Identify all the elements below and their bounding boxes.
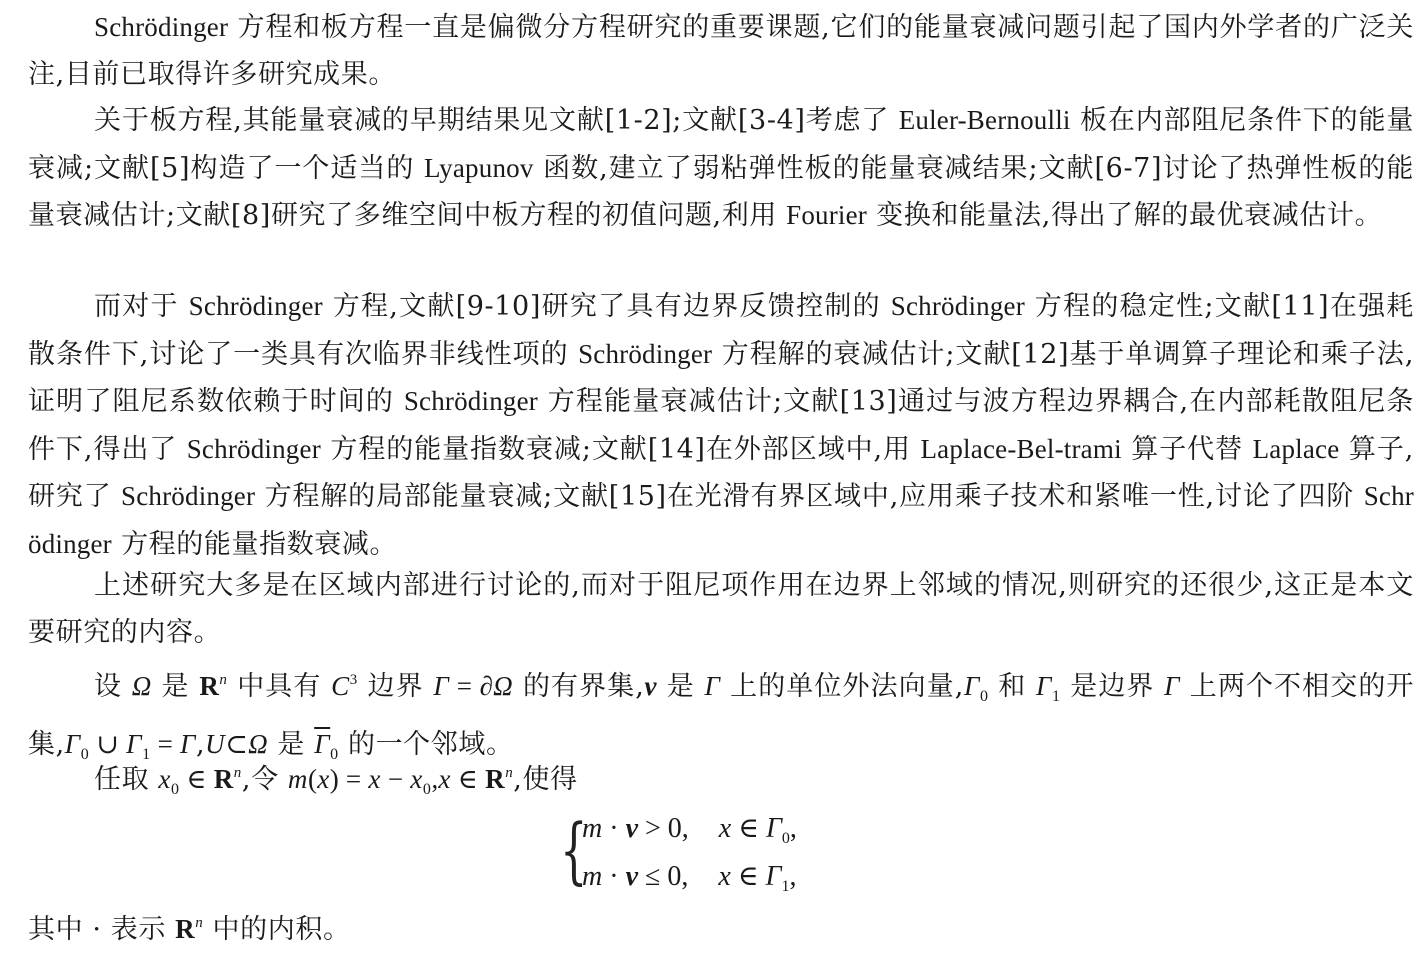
math-sub: 1 xyxy=(781,878,790,895)
math-R: R xyxy=(175,914,196,944)
paragraph-plate-equation xyxy=(28,97,1414,240)
text: 上两个不相交的开集, xyxy=(28,671,1414,760)
math-sup: n xyxy=(233,765,242,781)
term: Laplace-Bel-trami xyxy=(920,433,1122,464)
math-nu: ν xyxy=(625,861,638,892)
text: 方程的稳定性;文献[11]在强耗散条件下,讨论了一类具有次临界非线性项的 xyxy=(28,291,1414,370)
text: 上述研究大多是在区域内部进行讨论的,而对于阻尼项作用在边界上邻域的情况,则研究的还很少,这正是本文要研究的内容。 xyxy=(28,570,1414,648)
text: 变换和能量法,得出了解的最优衰减估计。 xyxy=(867,200,1383,231)
term: Lyapunov xyxy=(423,152,534,183)
text: 的一个邻域。 xyxy=(338,728,514,760)
term: Euler-Bernoulli xyxy=(898,105,1071,135)
math-m: m xyxy=(287,764,308,794)
math-sub: 1 xyxy=(1051,688,1061,705)
term: Schrödinger xyxy=(890,291,1025,321)
math-sup: n xyxy=(219,672,228,688)
term: Fourier xyxy=(786,200,867,230)
text: 方程的能量指数衰减。 xyxy=(111,528,398,560)
math-gamma: Γ xyxy=(964,671,980,701)
text: 方程能量衰减估计;文献[13]通过与波方程边界耦合,在内部耗散阻尼条件下,得出了 xyxy=(28,386,1414,465)
math-op: · xyxy=(602,813,626,844)
math-gamma: Γ xyxy=(765,813,782,844)
math-x: x xyxy=(317,764,330,794)
math-sub: 0 xyxy=(170,781,180,798)
math-U: U xyxy=(205,728,226,759)
term: Schrödinger xyxy=(121,481,256,511)
text: 其中 · 表示 xyxy=(28,914,176,945)
paragraph-intro xyxy=(28,4,1414,98)
text: 中具有 xyxy=(227,671,332,702)
text: 方程解的衰减估计;文献[12]基于单调算子理论和乘子法,证明了阻尼系数依赖于时间的 xyxy=(28,338,1414,417)
math-op: ⊂ xyxy=(225,728,249,759)
math-gamma-closure: $\overline{\Gamma}$ xyxy=(314,728,331,759)
math-op: ( xyxy=(307,764,318,794)
text: 方程,文献[9-10]研究了具有边界反馈控制的 xyxy=(322,291,891,322)
math-gamma: Γ xyxy=(765,861,782,892)
term: Schrödinger xyxy=(578,338,713,369)
math-omega: Ω xyxy=(131,671,152,701)
text: 方程和板方程一直是偏微分方程研究的重要课题,它们的能量衰减问题引起了国内外学者的广泛关注,目前已取得许多研究成果。 xyxy=(28,12,1414,90)
text: 而对于 xyxy=(94,291,189,322)
math-x: x xyxy=(718,813,732,844)
math-gamma: Γ xyxy=(433,671,450,701)
math-nu: ν xyxy=(625,813,638,844)
term: Schrödinger xyxy=(188,291,323,321)
text: 是 xyxy=(151,671,200,702)
text: 是边界 xyxy=(1060,671,1165,702)
text: 算子代替 xyxy=(1121,433,1253,465)
math-gamma: Γ xyxy=(180,728,196,759)
math-gamma: Γ xyxy=(126,728,143,759)
math-x: x xyxy=(158,764,171,794)
math-sup: 3 xyxy=(349,672,358,688)
math-sup: n xyxy=(195,915,204,931)
math-sub: 0 xyxy=(979,688,989,705)
math-op: = xyxy=(338,764,369,794)
text: 方程解的局部能量衰减;文献[15]在光滑有界区域中,应用乘子技术和紧唯一性,讨论了四阶 xyxy=(255,481,1364,512)
left-brace: { xyxy=(560,808,588,892)
text: 边界 xyxy=(357,671,434,702)
math-op: − xyxy=(380,764,411,794)
term: Schrödinger xyxy=(186,433,321,464)
math-op: · xyxy=(602,861,626,892)
math-op: ∪ xyxy=(89,728,127,759)
equation-system xyxy=(560,804,900,900)
math-m: m xyxy=(582,813,603,844)
math-sub: 0 xyxy=(422,781,432,798)
math-R: R xyxy=(213,764,234,794)
math-m: m xyxy=(582,861,603,892)
term: Schrödinger xyxy=(403,386,538,416)
text: 上的单位外法向量, xyxy=(720,671,964,702)
math-sub: 0 xyxy=(781,830,790,847)
math-x: x xyxy=(438,764,451,794)
math-sup: n xyxy=(505,765,514,781)
math-nu: ν xyxy=(644,671,658,701)
math-gamma: Γ xyxy=(1164,671,1181,701)
math-gamma: Γ xyxy=(64,728,81,759)
math-gamma: Γ xyxy=(704,671,721,701)
math-omega: Ω xyxy=(248,728,269,759)
text: 函数,建立了弱粘弹性板的能量衰减结果;文献[6-7]讨论了热弹性板的能量衰减估计;文献[8]研究了多维空间中板方程的初值问题,利用 xyxy=(28,152,1414,231)
text: ,令 xyxy=(241,764,288,795)
text: , xyxy=(195,728,206,760)
math-op: , xyxy=(431,764,439,794)
term: Schrödinger xyxy=(94,12,229,42)
math-x: x xyxy=(718,861,731,892)
math-op: ∈ xyxy=(179,764,214,794)
math-op: ) xyxy=(329,764,339,794)
text: ,使得 xyxy=(513,764,578,795)
math-op: ≤ 0, xyxy=(638,861,689,892)
paragraph-inner-product xyxy=(28,900,1414,954)
math-sub: 1 xyxy=(142,745,151,763)
text: 和 xyxy=(988,671,1036,702)
term: Laplace xyxy=(1252,433,1340,464)
math-op: , xyxy=(789,813,797,844)
math-gamma: Γ xyxy=(1036,671,1052,701)
math-op: ∈ xyxy=(450,764,486,794)
math-op: = xyxy=(150,728,181,759)
math-op: ∈ xyxy=(731,813,766,844)
text: 的有界集, xyxy=(513,671,645,702)
text: 算子,研究了 xyxy=(28,433,1414,512)
text: 关于板方程,其能量衰减的早期结果见文献[1-2];文献[3-4]考虑了 xyxy=(94,105,899,136)
math-R: R xyxy=(199,671,220,701)
text: 设 xyxy=(94,671,132,702)
math-x: x xyxy=(368,764,381,794)
term: Schrödinger xyxy=(28,481,1414,559)
math-op: , xyxy=(789,861,797,892)
math-op: ∈ xyxy=(730,861,766,892)
math-x: x xyxy=(410,764,423,794)
paragraph-schrodinger-equation xyxy=(28,283,1414,568)
text: 方程的能量指数衰减;文献[14]在外部区域中,用 xyxy=(320,433,921,465)
text: 任取 xyxy=(94,764,159,795)
math-sub: 0 xyxy=(80,745,90,763)
math-omega: Ω xyxy=(493,671,514,701)
math-op: = ∂ xyxy=(449,671,494,701)
text: 板在内部阻尼条件下的能量衰减;文献[5]构造了一个适当的 xyxy=(28,105,1414,184)
paragraph-motivation xyxy=(28,563,1414,656)
math-sub: 0 xyxy=(330,745,339,763)
text: 是 xyxy=(657,671,705,702)
math-C: C xyxy=(331,671,350,701)
math-R: R xyxy=(485,764,506,794)
math-op: > 0, xyxy=(638,813,689,844)
text: 是 xyxy=(268,728,315,760)
text: 中的内积。 xyxy=(203,914,351,945)
